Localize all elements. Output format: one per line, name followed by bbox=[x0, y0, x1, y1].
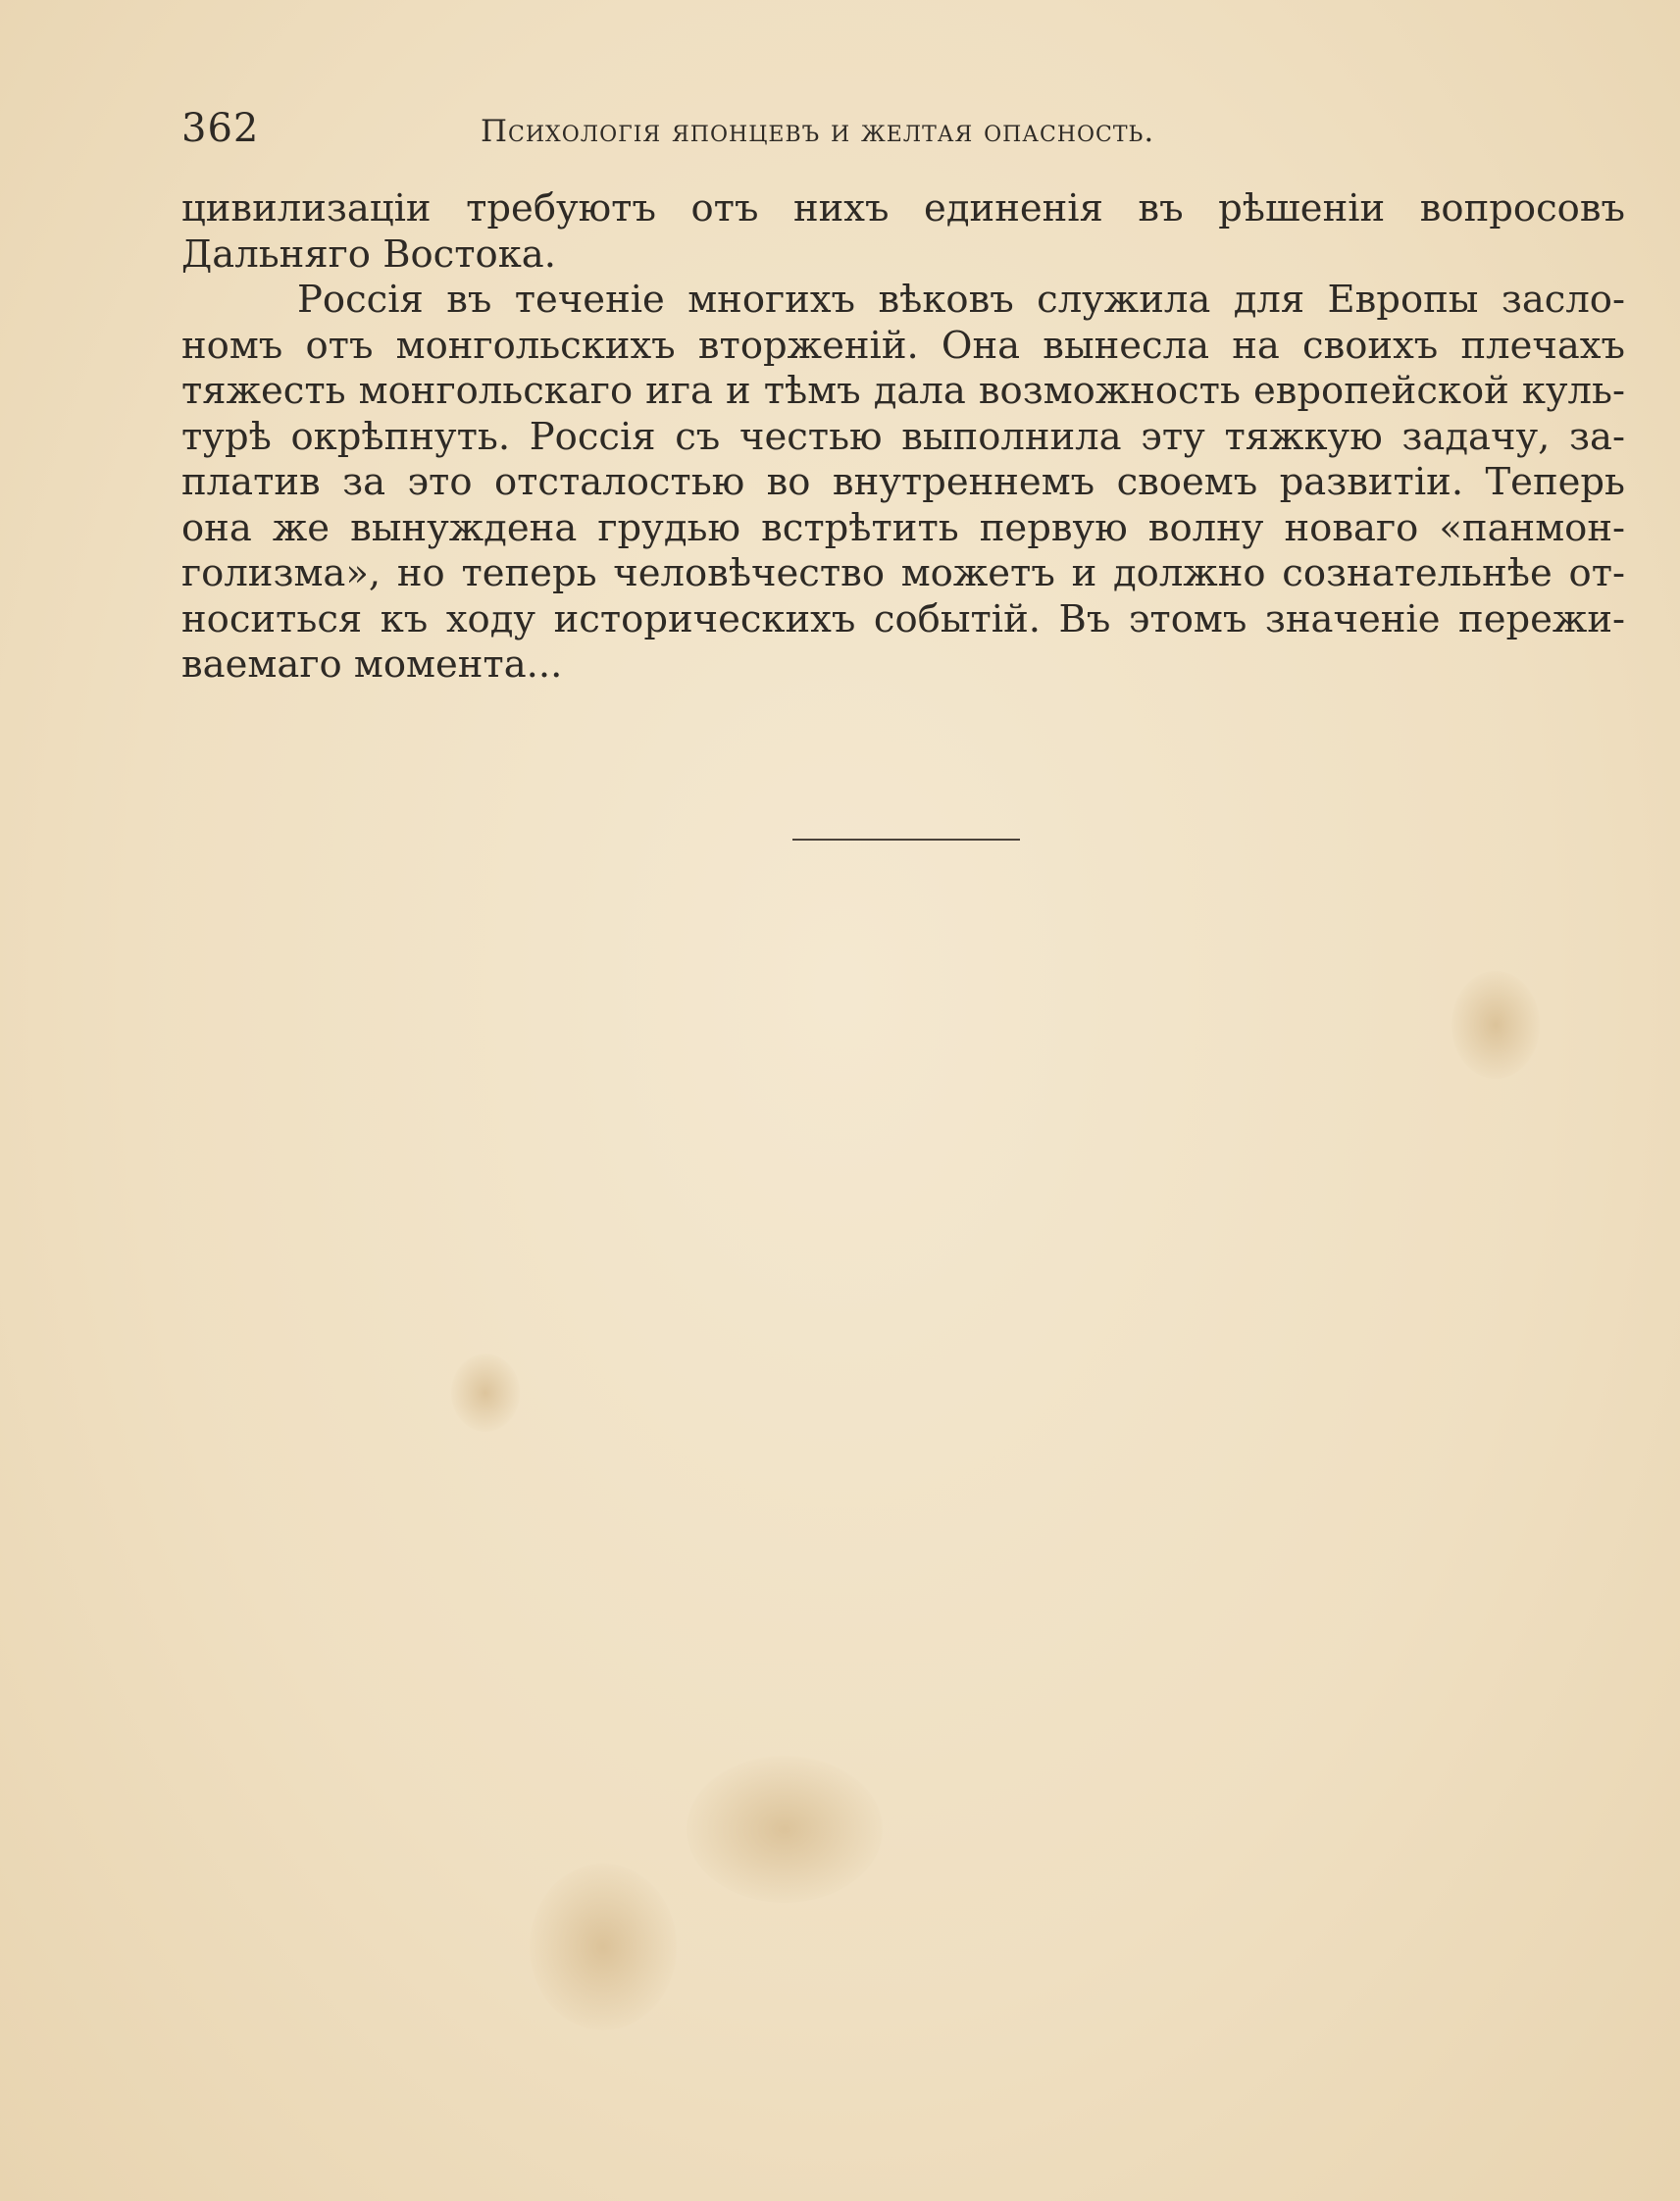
text-line: ваемаго момента... bbox=[181, 642, 563, 687]
text-line: тяжесть монгольскаго ига и тѣмъ дала возможность европейской куль- bbox=[181, 369, 1625, 413]
page-header bbox=[181, 106, 1623, 155]
running-title: Психологія японцевъ и желтая опасность. bbox=[481, 114, 1155, 149]
text-line: Дальняго Востока. bbox=[181, 231, 556, 277]
paper-stain bbox=[1451, 971, 1540, 1079]
text-line: цивилизаціи требуютъ отъ нихъ единенія въ рѣшеніи вопросовъ bbox=[181, 186, 1625, 230]
text-line: турѣ окрѣпнуть. Россія съ честью выполнила эту тяжкую задачу, за- bbox=[181, 414, 1625, 459]
paper-stain bbox=[687, 1756, 883, 1903]
text-line: носиться къ ходу историческихъ событій. Въ этомъ значеніе пережи- bbox=[181, 596, 1625, 641]
text-line: Россія въ теченіе многихъ вѣковъ служила для Европы засло- bbox=[297, 278, 1625, 322]
text-line: она же вынуждена грудью встрѣтить первую волну новаго «панмон- bbox=[181, 505, 1625, 550]
text-line: голизма», но теперь человѣчество можетъ и должно сознательнѣе от- bbox=[181, 551, 1625, 595]
page-number: 362 bbox=[181, 106, 260, 151]
paper-stain bbox=[451, 1354, 520, 1432]
paper-stain bbox=[530, 1864, 677, 2030]
section-end-rule bbox=[792, 839, 1020, 841]
text-line: номъ отъ монгольскихъ вторженій. Она вынесла на своихъ плечахъ bbox=[181, 323, 1625, 368]
text-line: платив за это отсталостью во внутреннемъ своемъ развитіи. Теперь bbox=[181, 460, 1625, 504]
body-text bbox=[181, 186, 1625, 689]
